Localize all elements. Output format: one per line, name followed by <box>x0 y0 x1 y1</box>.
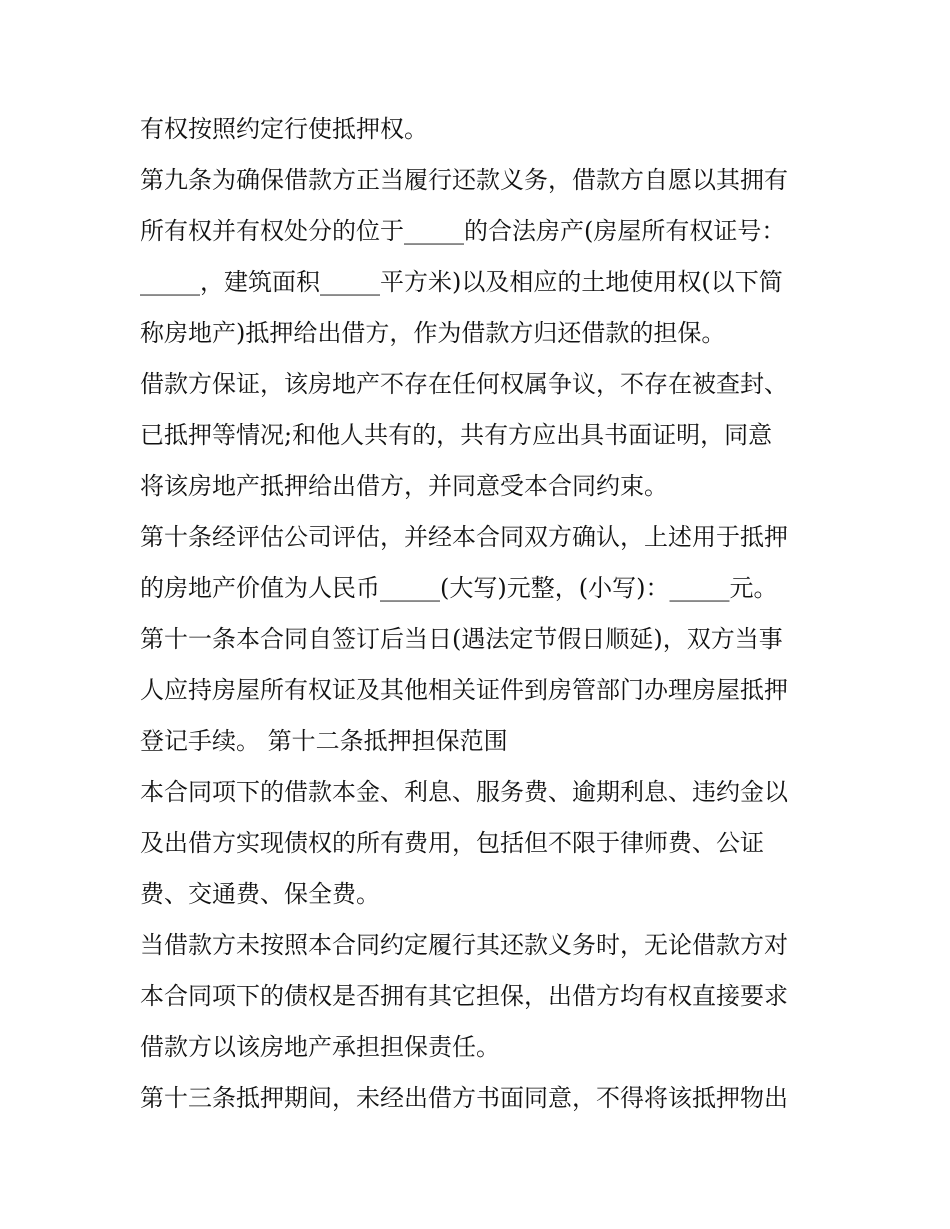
document-body <box>140 104 820 1124</box>
text-line: 的房地产价值为人民币_____(大写)元整，(小写)：_____元。 <box>140 574 778 602</box>
text-line: 登记手续。 第十二条抵押担保范围 <box>140 727 508 755</box>
text-line: _____，建筑面积_____平方米)以及相应的土地使用权(以下简 <box>140 268 783 296</box>
text-line: 所有权并有权处分的位于_____的合法房产(房屋所有权证号： <box>140 217 786 245</box>
text-line: 本合同项下的借款本金、利息、服务费、逾期利息、违约金以 <box>140 778 788 806</box>
text-line: 第九条为确保借款方正当履行还款义务，借款方自愿以其拥有 <box>140 166 788 194</box>
text-line: 当借款方未按照本合同约定履行其还款义务时，无论借款方对 <box>140 931 788 959</box>
text-line: 第十一条本合同自签订后当日(遇法定节假日顺延)，双方当事 <box>140 625 783 653</box>
text-line: 及出借方实现债权的所有费用，包括但不限于律师费、公证 <box>140 829 764 857</box>
text-line: 借款方以该房地产承担担保责任。 <box>140 1033 500 1061</box>
text-line: 人应持房屋所有权证及其他相关证件到房管部门办理房屋抵押 <box>140 676 788 704</box>
text-line: 有权按照约定行使抵押权。 <box>140 115 428 143</box>
text-line: 第十条经评估公司评估，并经本合同双方确认，上述用于抵押 <box>140 523 788 551</box>
text-line: 费、交通费、保全费。 <box>140 880 380 908</box>
text-line: 将该房地产抵押给出借方，并同意受本合同约束。 <box>140 472 668 500</box>
text-line: 第十三条抵押期间，未经出借方书面同意，不得将该抵押物出 <box>140 1084 788 1112</box>
text-line: 称房地产)抵押给出借方，作为借款方归还借款的担保。 <box>140 319 726 347</box>
text-line: 本合同项下的债权是否拥有其它担保，出借方均有权直接要求 <box>140 982 788 1010</box>
text-line: 借款方保证，该房地产不存在任何权属争议，不存在被查封、 <box>140 370 788 398</box>
text-line: 已抵押等情况;和他人共有的，共有方应出具书面证明，同意 <box>140 421 773 449</box>
